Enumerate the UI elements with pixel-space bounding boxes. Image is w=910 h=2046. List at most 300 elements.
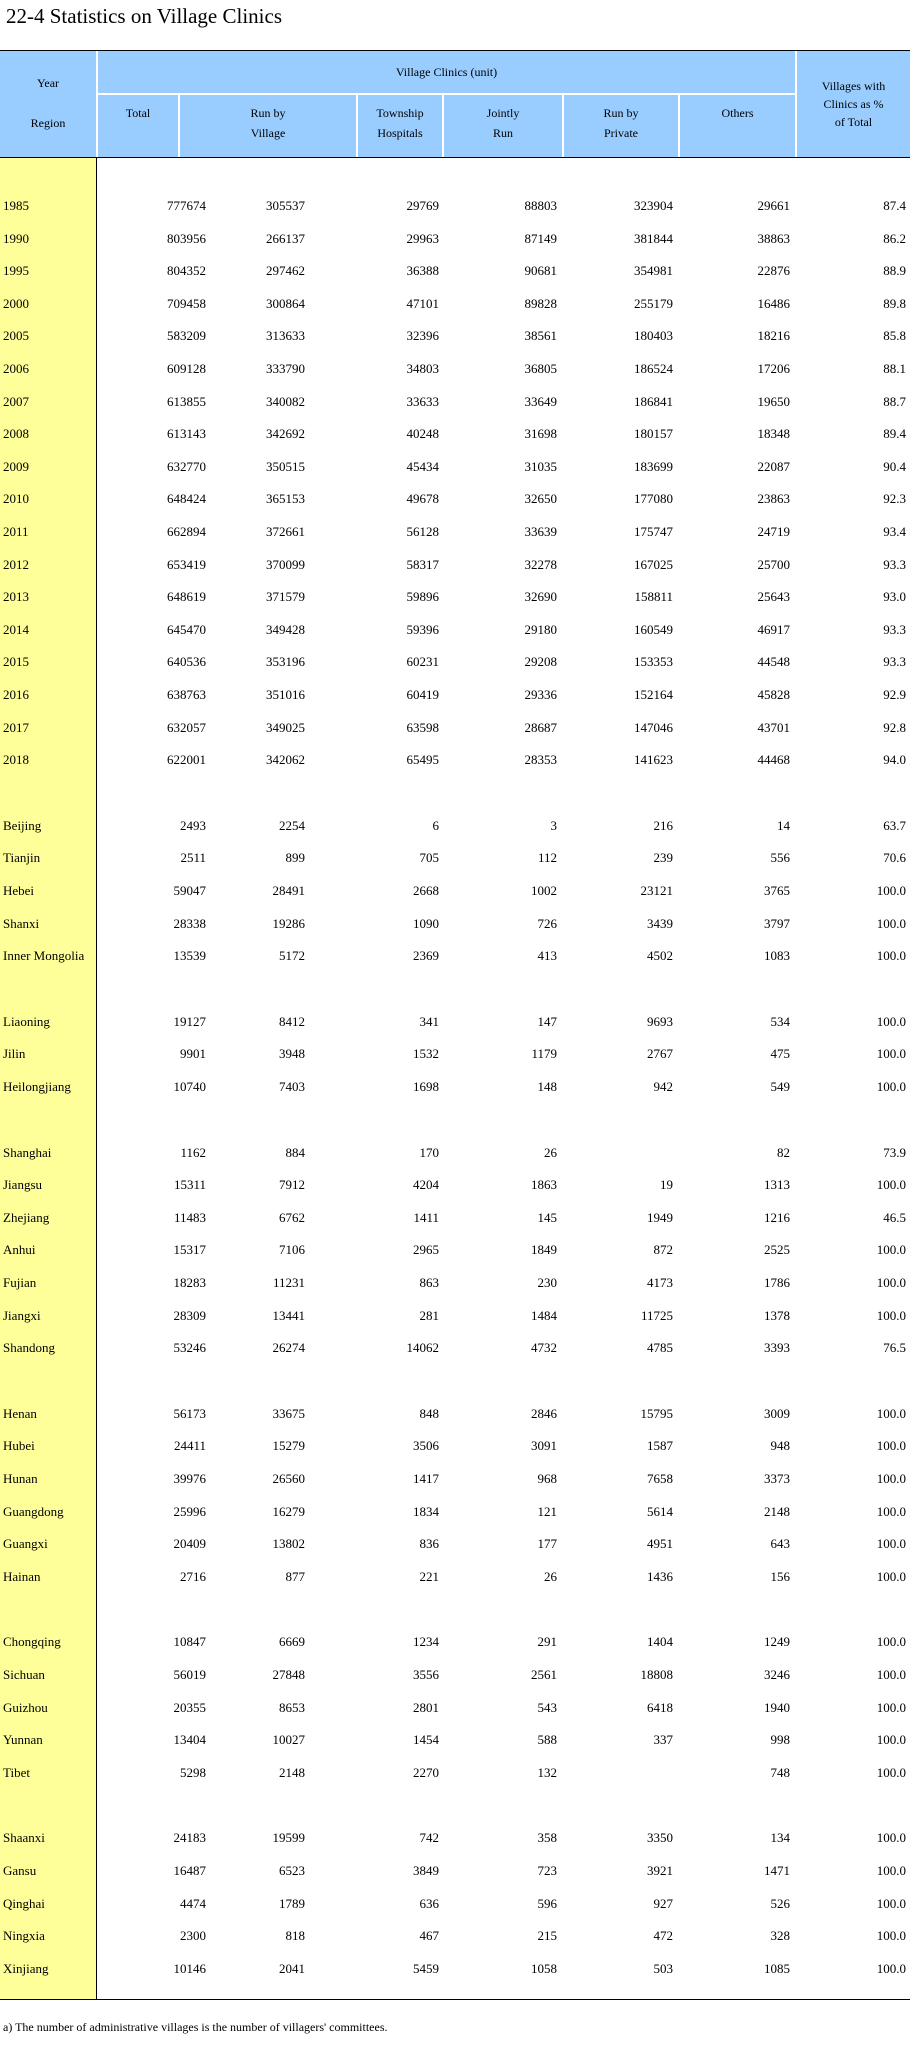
cell: 872 xyxy=(653,1242,673,1258)
row-label: Hainan xyxy=(3,1568,41,1584)
cell: 16279 xyxy=(272,1503,305,1519)
cell: 29963 xyxy=(406,230,439,246)
table-row xyxy=(0,1861,910,1881)
row-label: Qinghai xyxy=(3,1895,45,1911)
cell: 29661 xyxy=(757,198,790,213)
cell: 24183 xyxy=(173,1830,206,1846)
cell: 705 xyxy=(419,850,439,866)
cell: 26274 xyxy=(272,1340,305,1356)
cell: 10847 xyxy=(173,1634,206,1650)
cell: 340082 xyxy=(266,393,305,409)
cell: 7658 xyxy=(647,1471,673,1486)
row-label: Jiangxi xyxy=(3,1307,41,1323)
cell: 100.0 xyxy=(876,1960,906,1976)
cell: 100.0 xyxy=(876,1046,906,1062)
cell: 89.4 xyxy=(883,426,906,442)
cell: 472 xyxy=(653,1928,673,1944)
cell: 239 xyxy=(653,850,673,866)
cell: 1179 xyxy=(531,1046,557,1062)
cell: 93.3 xyxy=(883,654,906,670)
row-label: Guangxi xyxy=(3,1536,48,1552)
cell: 3091 xyxy=(531,1438,557,1454)
table-row xyxy=(0,718,910,738)
cell: 11231 xyxy=(272,1275,305,1290)
row-label: Zhejiang xyxy=(3,1209,50,1225)
cell: 748 xyxy=(770,1764,790,1780)
row-label: Henan xyxy=(3,1405,37,1421)
cell: 89828 xyxy=(524,295,557,311)
cell: 1216 xyxy=(764,1209,790,1225)
cell: 43701 xyxy=(757,719,790,735)
cell: 5459 xyxy=(413,1960,439,1976)
cell: 5614 xyxy=(647,1503,673,1519)
cell: 1002 xyxy=(531,883,557,898)
stub-header-region: Region xyxy=(30,116,66,130)
cell: 1234 xyxy=(413,1634,439,1650)
col-header-villages-pct: Villages with Clinics as % of Total xyxy=(797,51,910,157)
cell: 100.0 xyxy=(876,1568,906,1584)
cell: 38561 xyxy=(524,328,557,344)
cell: 349428 xyxy=(266,621,305,637)
cell: 100.0 xyxy=(876,1079,906,1094)
cell: 281 xyxy=(419,1307,439,1323)
table-row xyxy=(0,1143,910,1163)
cell: 26560 xyxy=(272,1471,305,1486)
table-row xyxy=(0,489,910,509)
row-label: Gansu xyxy=(3,1863,37,1878)
cell: 836 xyxy=(419,1536,439,1552)
cell: 31698 xyxy=(524,426,557,442)
table-row xyxy=(0,685,910,705)
table-row xyxy=(0,424,910,444)
cell: 156 xyxy=(770,1568,790,1584)
cell: 467 xyxy=(419,1928,439,1944)
cell: 17206 xyxy=(757,361,790,376)
cell: 10027 xyxy=(272,1732,305,1748)
cell: 88.7 xyxy=(883,393,906,409)
cell: 7403 xyxy=(279,1079,305,1094)
cell: 653419 xyxy=(167,556,206,572)
table-row xyxy=(0,1828,910,1848)
cell: 342062 xyxy=(266,752,305,768)
cell: 90681 xyxy=(524,263,557,279)
cell: 3 xyxy=(550,817,557,833)
cell: 1863 xyxy=(531,1177,557,1193)
cell: 354981 xyxy=(634,263,673,279)
cell: 4732 xyxy=(531,1340,557,1356)
row-label: 2011 xyxy=(3,524,29,539)
cell: 648424 xyxy=(167,491,206,507)
cell: 16486 xyxy=(757,295,790,311)
cell: 1436 xyxy=(647,1568,673,1584)
cell: 899 xyxy=(285,850,305,866)
cell: 11483 xyxy=(173,1209,206,1225)
row-label: 2016 xyxy=(3,687,29,702)
cell: 638763 xyxy=(167,687,206,702)
cell: 29336 xyxy=(524,687,557,702)
cell: 93.3 xyxy=(883,556,906,572)
cell: 60419 xyxy=(406,687,439,702)
cell: 2668 xyxy=(413,883,439,898)
row-label: Shandong xyxy=(3,1340,55,1356)
cell: 2965 xyxy=(413,1242,439,1258)
row-label: Chongqing xyxy=(3,1634,61,1650)
cell: 34803 xyxy=(406,361,439,376)
row-label: Hubei xyxy=(3,1438,35,1454)
cell: 45828 xyxy=(757,687,790,702)
row-label: Sichuan xyxy=(3,1667,45,1682)
cell: 2148 xyxy=(764,1503,790,1519)
cell: 804352 xyxy=(167,263,206,279)
cell: 28309 xyxy=(173,1307,206,1323)
cell: 2561 xyxy=(531,1667,557,1682)
cell: 33675 xyxy=(272,1405,305,1421)
cell: 20409 xyxy=(173,1536,206,1552)
cell: 927 xyxy=(653,1895,673,1911)
cell: 28491 xyxy=(272,883,305,898)
cell: 1162 xyxy=(180,1144,206,1160)
cell: 6418 xyxy=(647,1699,673,1715)
table-row xyxy=(0,1959,910,1979)
cell: 100.0 xyxy=(876,1895,906,1911)
cell: 19650 xyxy=(757,393,790,409)
cell: 636 xyxy=(419,1895,439,1911)
cell: 1789 xyxy=(279,1895,305,1911)
cell: 1058 xyxy=(531,1960,557,1976)
cell: 87149 xyxy=(524,230,557,246)
footnote: a) The number of administrative villages is the number of villagers' committees. xyxy=(3,2020,388,2034)
cell: 503 xyxy=(653,1960,673,1976)
cell: 19127 xyxy=(173,1013,206,1029)
cell: 25700 xyxy=(757,556,790,572)
cell: 723 xyxy=(537,1863,557,1878)
row-label: Tianjin xyxy=(3,850,41,866)
row-label: 2010 xyxy=(3,491,29,507)
row-label: 2009 xyxy=(3,458,29,474)
cell: 45434 xyxy=(406,458,439,474)
cell: 3246 xyxy=(764,1667,790,1682)
cell: 73.9 xyxy=(883,1144,906,1160)
table-row xyxy=(0,1894,910,1914)
cell: 88.1 xyxy=(883,361,906,376)
cell: 353196 xyxy=(266,654,305,670)
cell: 5172 xyxy=(279,948,305,964)
cell: 32690 xyxy=(524,589,557,605)
cell: 27848 xyxy=(272,1667,305,1682)
stub-header xyxy=(0,51,96,157)
cell: 6 xyxy=(432,817,439,833)
table-row xyxy=(0,555,910,575)
cell: 3797 xyxy=(764,915,790,931)
cell: 33649 xyxy=(524,393,557,409)
cell: 82 xyxy=(777,1144,790,1160)
cell: 40248 xyxy=(406,426,439,442)
cell: 1378 xyxy=(764,1307,790,1323)
row-label: Hunan xyxy=(3,1471,38,1486)
cell: 167025 xyxy=(634,556,673,572)
cell: 2801 xyxy=(413,1699,439,1715)
cell: 968 xyxy=(537,1471,557,1486)
cell: 24719 xyxy=(757,524,790,539)
cell: 3439 xyxy=(647,915,673,931)
row-label: Ningxia xyxy=(3,1928,45,1944)
table-row xyxy=(0,261,910,281)
cell: 32396 xyxy=(406,328,439,344)
table-row xyxy=(0,1730,910,1750)
cell: 526 xyxy=(770,1895,790,1911)
row-label: Liaoning xyxy=(3,1013,50,1029)
table-row xyxy=(0,1632,910,1652)
table-title: 22-4 Statistics on Village Clinics xyxy=(6,4,283,28)
cell: 323904 xyxy=(634,198,673,213)
cell: 3948 xyxy=(279,1046,305,1062)
cell: 6669 xyxy=(279,1634,305,1650)
table-row xyxy=(0,1338,910,1358)
cell: 10740 xyxy=(173,1079,206,1094)
cell: 777674 xyxy=(167,198,206,213)
cell: 1471 xyxy=(764,1863,790,1878)
cell: 6523 xyxy=(279,1863,305,1878)
cell: 613855 xyxy=(167,393,206,409)
cell: 3921 xyxy=(647,1863,673,1878)
table-row xyxy=(0,457,910,477)
cell: 596 xyxy=(537,1895,557,1911)
cell: 4502 xyxy=(647,948,673,964)
cell: 350515 xyxy=(266,458,305,474)
cell: 47101 xyxy=(406,295,439,311)
bottom-rule xyxy=(0,1999,910,2000)
cell: 112 xyxy=(537,850,557,866)
cell: 186841 xyxy=(634,393,673,409)
table-row xyxy=(0,1240,910,1260)
cell: 32278 xyxy=(524,556,557,572)
cell: 371579 xyxy=(266,589,305,605)
row-label: Heilongjiang xyxy=(3,1079,71,1094)
cell: 100.0 xyxy=(876,1503,906,1519)
cell: 14062 xyxy=(406,1340,439,1356)
cell: 2493 xyxy=(180,817,206,833)
row-label: 2017 xyxy=(3,719,29,735)
table-row xyxy=(0,1044,910,1064)
table-row xyxy=(0,1469,910,1489)
cell: 90.4 xyxy=(883,458,906,474)
cell: 1484 xyxy=(531,1307,557,1323)
cell: 31035 xyxy=(524,458,557,474)
cell: 33633 xyxy=(406,393,439,409)
cell: 1786 xyxy=(764,1275,790,1290)
cell: 9693 xyxy=(647,1013,673,1029)
cell: 534 xyxy=(770,1013,790,1029)
cell: 177080 xyxy=(634,491,673,507)
cell: 2511 xyxy=(180,850,206,866)
cell: 4173 xyxy=(647,1275,673,1290)
cell: 643 xyxy=(770,1536,790,1552)
row-label: Fujian xyxy=(3,1275,37,1290)
cell: 18348 xyxy=(757,426,790,442)
cell: 3373 xyxy=(764,1471,790,1486)
cell: 372661 xyxy=(266,524,305,539)
cell: 3765 xyxy=(764,883,790,898)
cell: 3350 xyxy=(647,1830,673,1846)
header-bottom-rule xyxy=(0,157,910,158)
group-header: Village Clinics (unit) xyxy=(98,51,795,93)
stub-header-year: Year xyxy=(36,76,60,90)
row-label: 2007 xyxy=(3,393,29,409)
cell: 818 xyxy=(285,1928,305,1944)
cell: 59396 xyxy=(406,621,439,637)
table-row xyxy=(0,1175,910,1195)
table-row xyxy=(0,750,910,770)
cell: 13404 xyxy=(173,1732,206,1748)
cell: 88.9 xyxy=(883,263,906,279)
cell: 15317 xyxy=(173,1242,206,1258)
cell: 381844 xyxy=(634,230,673,246)
cell: 10146 xyxy=(173,1960,206,1976)
cell: 93.0 xyxy=(883,589,906,605)
cell: 87.4 xyxy=(883,198,906,213)
cell: 59896 xyxy=(406,589,439,605)
cell: 59047 xyxy=(173,883,206,898)
cell: 153353 xyxy=(634,654,673,670)
row-label: Beijing xyxy=(3,817,42,833)
cell: 92.9 xyxy=(883,687,906,702)
cell: 413 xyxy=(537,948,557,964)
cell: 36805 xyxy=(524,361,557,376)
row-label: 1990 xyxy=(3,230,29,246)
cell: 14 xyxy=(777,817,790,833)
cell: 13802 xyxy=(272,1536,305,1552)
cell: 100.0 xyxy=(876,1536,906,1552)
cell: 221 xyxy=(419,1568,439,1584)
cell: 4951 xyxy=(647,1536,673,1552)
cell: 3556 xyxy=(413,1667,439,1682)
table-row xyxy=(0,196,910,216)
cell: 1698 xyxy=(413,1079,439,1094)
row-label: Jilin xyxy=(3,1046,26,1062)
cell: 100.0 xyxy=(876,1242,906,1258)
cell: 28353 xyxy=(524,752,557,768)
cell: 337 xyxy=(653,1732,673,1748)
cell: 88803 xyxy=(524,198,557,213)
table-row xyxy=(0,326,910,346)
cell: 255179 xyxy=(634,295,673,311)
table-row xyxy=(0,1926,910,1946)
cell: 23863 xyxy=(757,491,790,507)
cell: 863 xyxy=(419,1275,439,1290)
cell: 183699 xyxy=(634,458,673,474)
cell: 609128 xyxy=(167,361,206,376)
table-row xyxy=(0,392,910,412)
cell: 365153 xyxy=(266,491,305,507)
cell: 46917 xyxy=(757,621,790,637)
cell: 89.8 xyxy=(883,295,906,311)
cell: 85.8 xyxy=(883,328,906,344)
cell: 44548 xyxy=(757,654,790,670)
cell: 632057 xyxy=(167,719,206,735)
cell: 588 xyxy=(537,1732,557,1748)
cell: 648619 xyxy=(167,589,206,605)
cell: 709458 xyxy=(167,295,206,311)
cell: 2270 xyxy=(413,1764,439,1780)
table-row xyxy=(0,1534,910,1554)
cell: 26 xyxy=(544,1144,557,1160)
table-row xyxy=(0,816,910,836)
cell: 20355 xyxy=(173,1699,206,1715)
cell: 543 xyxy=(537,1699,557,1715)
cell: 6762 xyxy=(279,1209,305,1225)
row-label: 2012 xyxy=(3,556,29,572)
cell: 56173 xyxy=(173,1405,206,1421)
cell: 13539 xyxy=(173,948,206,964)
cell: 613143 xyxy=(167,426,206,442)
cell: 1454 xyxy=(413,1732,439,1748)
table-row xyxy=(0,1502,910,1522)
cell: 15279 xyxy=(272,1438,305,1454)
cell: 3393 xyxy=(764,1340,790,1356)
cell: 1083 xyxy=(764,948,790,964)
row-label: Tibet xyxy=(3,1764,30,1780)
cell: 8653 xyxy=(279,1699,305,1715)
cell: 1417 xyxy=(413,1471,439,1486)
cell: 2525 xyxy=(764,1242,790,1258)
table-row xyxy=(0,229,910,249)
cell: 297462 xyxy=(266,263,305,279)
cell: 180157 xyxy=(634,426,673,442)
cell: 3849 xyxy=(413,1863,439,1878)
cell: 216 xyxy=(653,817,673,833)
cell: 65495 xyxy=(406,752,439,768)
cell: 2846 xyxy=(531,1405,557,1421)
cell: 92.8 xyxy=(883,719,906,735)
cell: 28687 xyxy=(524,719,557,735)
cell: 662894 xyxy=(167,524,206,539)
cell: 305537 xyxy=(266,198,305,213)
row-label: 1985 xyxy=(3,198,29,213)
cell: 370099 xyxy=(266,556,305,572)
cell: 180403 xyxy=(634,328,673,344)
row-label: Shanxi xyxy=(3,915,40,931)
cell: 100.0 xyxy=(876,1928,906,1944)
row-label: Yunnan xyxy=(3,1732,43,1748)
cell: 300864 xyxy=(266,295,305,311)
cell: 100.0 xyxy=(876,1307,906,1323)
cell: 29180 xyxy=(524,621,557,637)
col-header-jointly-run: Jointly Run xyxy=(444,95,562,157)
cell: 942 xyxy=(653,1079,673,1094)
cell: 160549 xyxy=(634,621,673,637)
table-row xyxy=(0,294,910,314)
cell: 56019 xyxy=(173,1667,206,1682)
cell: 29769 xyxy=(406,198,439,213)
cell: 2716 xyxy=(180,1568,206,1584)
cell: 24411 xyxy=(173,1438,206,1454)
cell: 726 xyxy=(537,915,557,931)
cell: 177 xyxy=(537,1536,557,1552)
cell: 1834 xyxy=(413,1503,439,1519)
cell: 29208 xyxy=(524,654,557,670)
cell: 341 xyxy=(419,1013,439,1029)
cell: 39976 xyxy=(173,1471,206,1486)
cell: 1532 xyxy=(413,1046,439,1062)
row-label: 1995 xyxy=(3,263,29,279)
cell: 2767 xyxy=(647,1046,673,1062)
cell: 100.0 xyxy=(876,1732,906,1748)
cell: 32650 xyxy=(524,491,557,507)
cell: 5298 xyxy=(180,1764,206,1780)
cell: 22087 xyxy=(757,458,790,474)
cell: 18808 xyxy=(640,1667,673,1682)
cell: 100.0 xyxy=(876,1405,906,1421)
